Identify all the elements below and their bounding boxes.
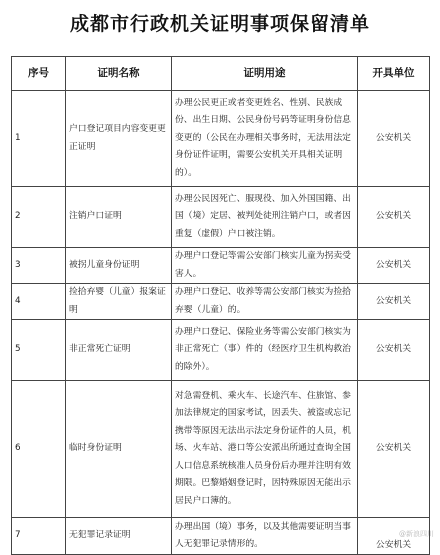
row-use: 办理公民因死亡、服现役、加入外国国籍、出国（境）定居、被判处徒刑注销户口，或者因重复（虚假）户口被注销。 (172, 187, 358, 248)
table-row (12, 91, 430, 187)
row-seq: 5 (12, 320, 66, 381)
row-seq: 2 (12, 187, 66, 248)
row-name: 户口登记项目内容变更更正证明 (66, 91, 172, 187)
row-seq: 7 (12, 518, 66, 555)
table-header-row (12, 57, 430, 91)
table-row (12, 518, 430, 555)
table-row (12, 320, 430, 381)
row-use: 办理户口登记等需公安部门核实儿童为拐卖受害人。 (172, 248, 358, 284)
header-name: 证明名称 (66, 57, 172, 91)
row-seq: 1 (12, 91, 66, 187)
header-seq: 序号 (12, 57, 66, 91)
row-name: 临时身份证明 (66, 381, 172, 518)
row-unit: 公安机关 (358, 187, 430, 248)
row-unit: 公安机关 (358, 320, 430, 381)
row-name: 非正常死亡证明 (66, 320, 172, 381)
row-unit: 公安机关 (358, 248, 430, 284)
row-use: 办理户口登记、保险业务等需公安部门核实为非正常死亡（事）件的（经医疗卫生机构救治的除外）。 (172, 320, 358, 381)
table-row (12, 381, 430, 518)
row-use: 办理户口登记、收养等需公安部门核实为捡拾弃婴（儿童）的。 (172, 284, 358, 320)
header-unit: 开具单位 (358, 57, 430, 91)
row-unit: 公安机关 (358, 518, 430, 555)
row-name: 捡拾弃婴（儿童）报案证明 (66, 284, 172, 320)
row-unit: 公安机关 (358, 381, 430, 518)
page-title: 成都市行政机关证明事项保留清单 (69, 13, 370, 35)
row-name: 被拐儿童身份证明 (66, 248, 172, 284)
row-use: 办理出国（境）事务，以及其他需要证明当事人无犯罪记录情形的。 (172, 518, 358, 555)
row-use: 对急需登机、乘火车、长途汽车、住旅馆、参加法律规定的国家考试，因丢失、被盗或忘记携带等原因无法出示法定身份证件的人员，机场、火车站、港口等公安派出所通过查询全国人口信息系统核准人员身份后办理并注明有效期限。巴黎婚姻登记时，因特殊原因无能出示居民户口簿的。 (172, 381, 358, 518)
watermark: @新浪四川 (399, 530, 434, 538)
table-row (12, 284, 430, 320)
row-seq: 3 (12, 248, 66, 284)
row-name: 注销户口证明 (66, 187, 172, 248)
table-row (12, 248, 430, 284)
table-row (12, 187, 430, 248)
row-unit: 公安机关 (358, 91, 430, 187)
row-unit: 公安机关 (358, 284, 430, 320)
row-name: 无犯罪记录证明 (66, 518, 172, 555)
row-use: 办理公民更正或者变更姓名、性别、民族成份、出生日期、公民身份号码等证明身份信息变更的（公民在办理相关事务时，无法用法定身份证件证明，需要公安机关开具相关证明的）。 (172, 91, 358, 187)
certificate-list-table (11, 56, 430, 555)
row-seq: 6 (12, 381, 66, 518)
row-seq: 4 (12, 284, 66, 320)
header-use: 证明用途 (172, 57, 358, 91)
